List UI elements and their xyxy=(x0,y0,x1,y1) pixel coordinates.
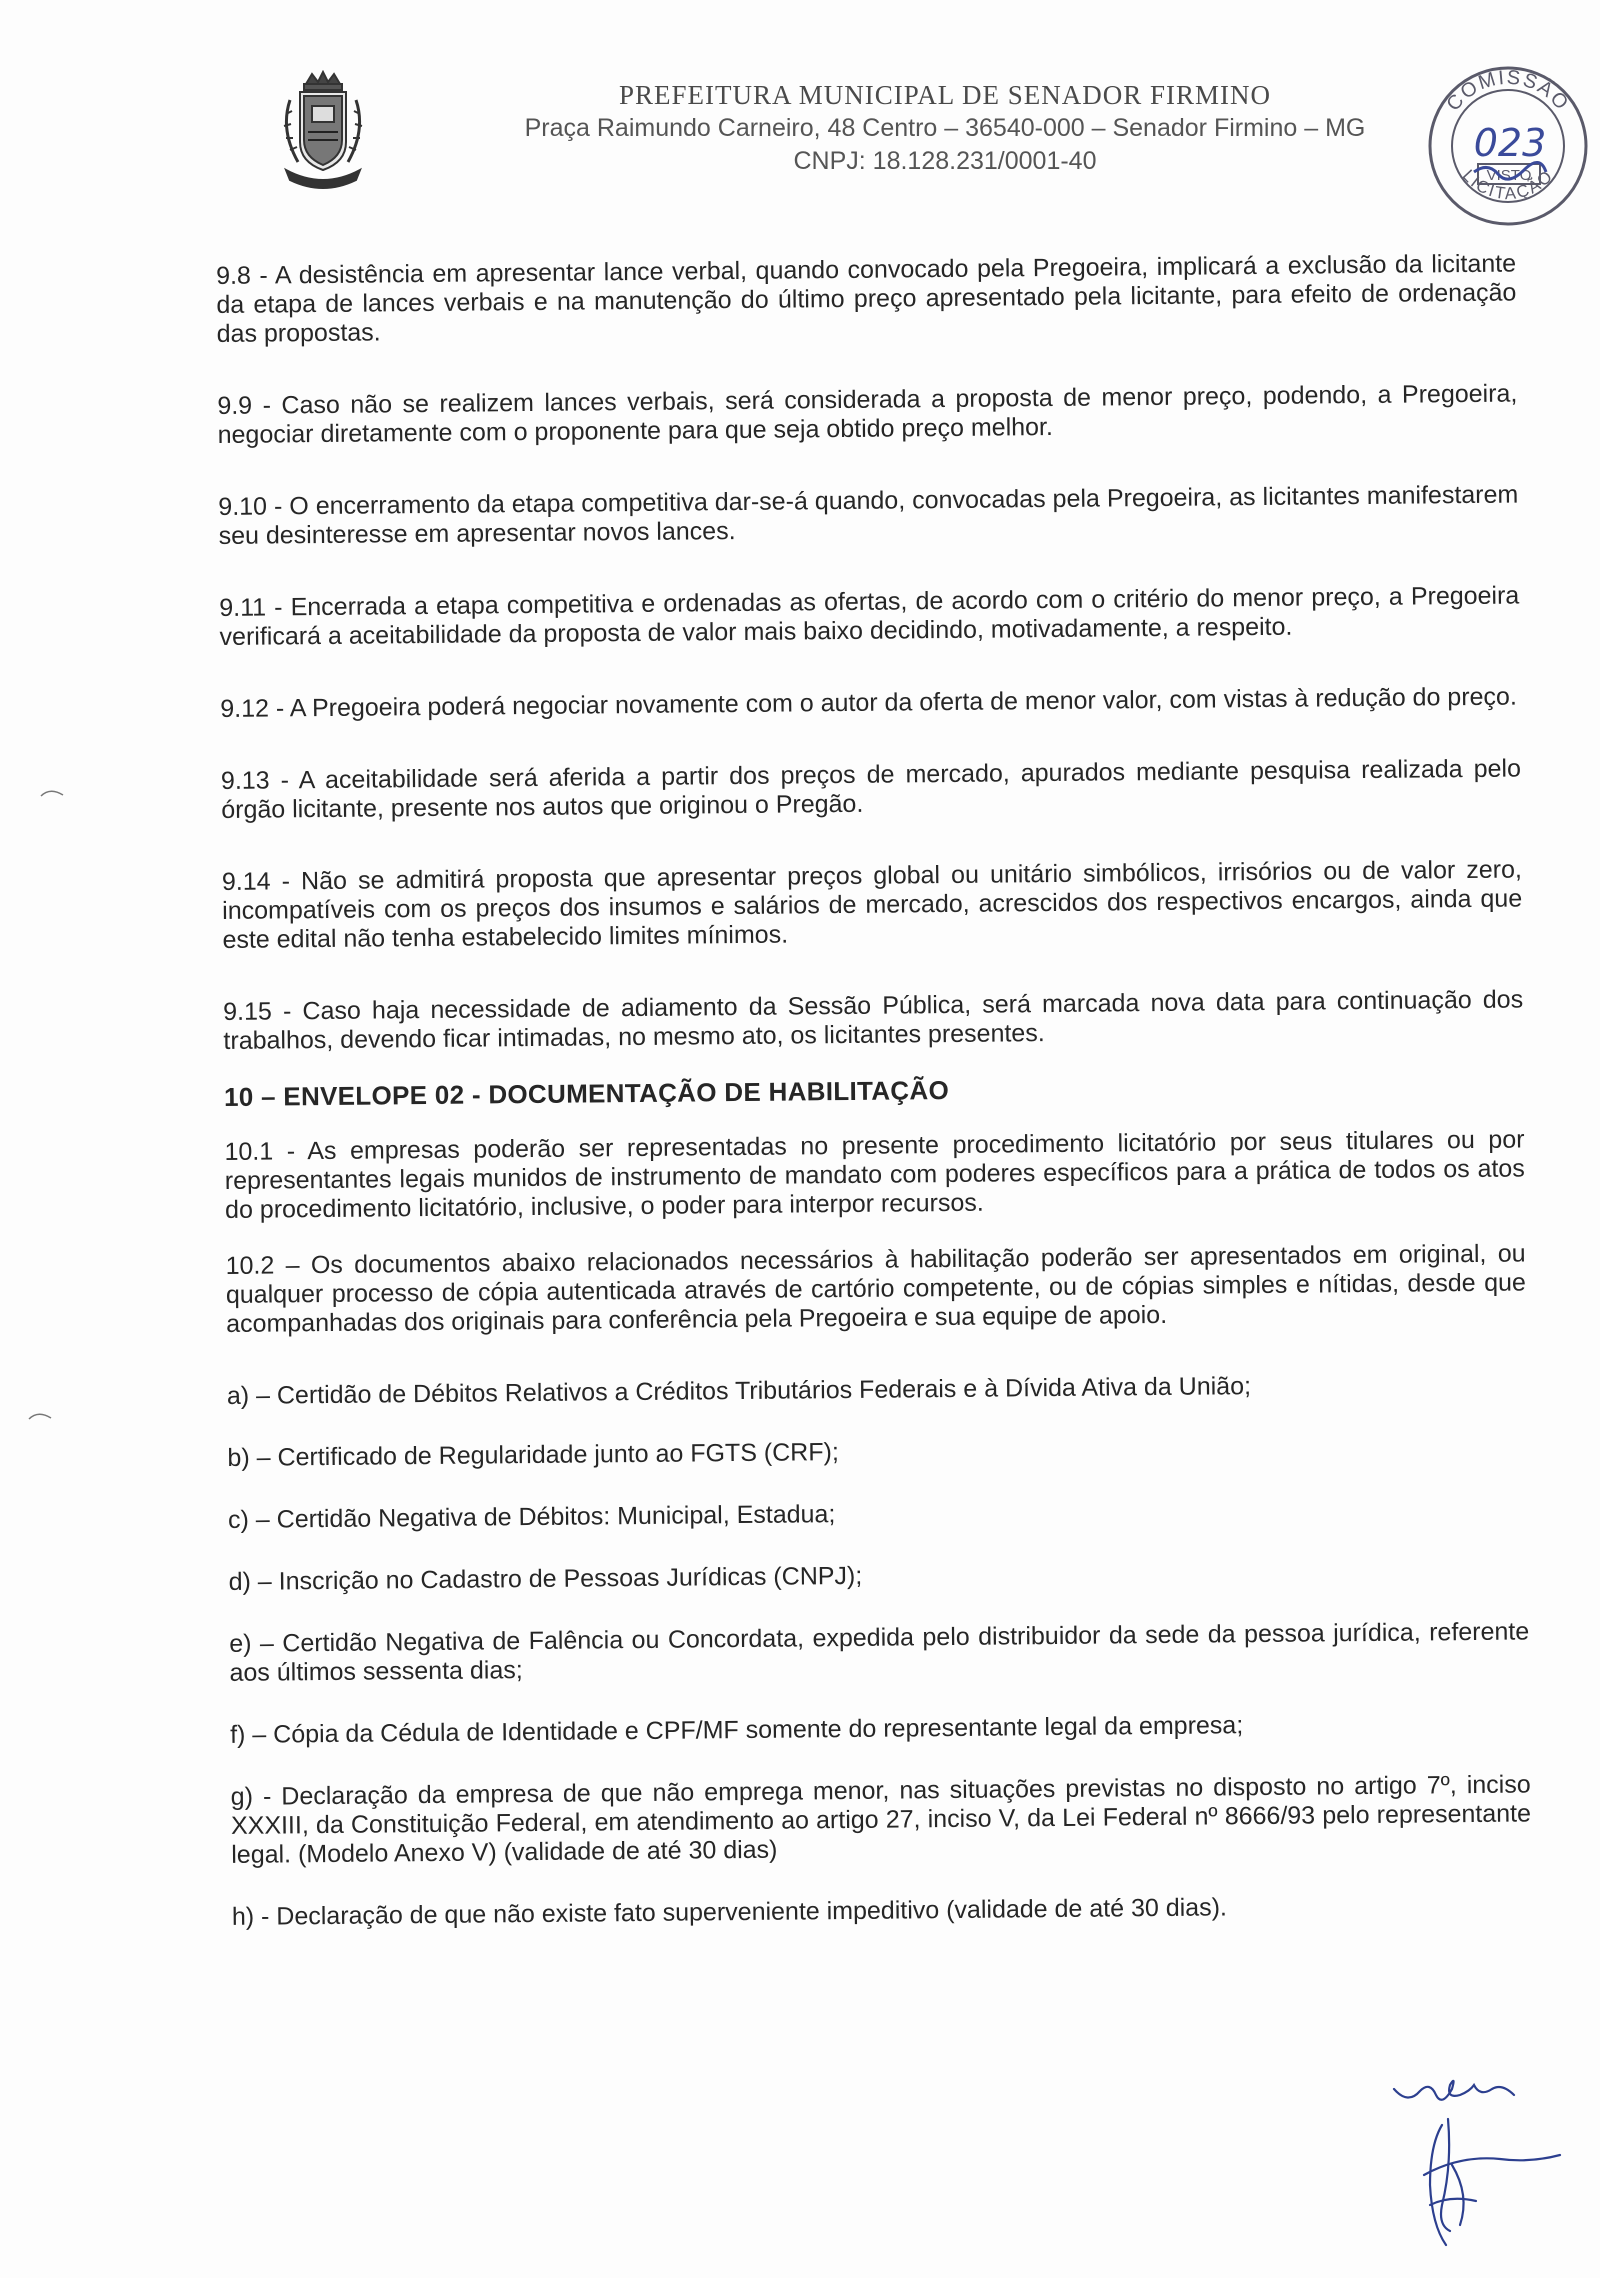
section-heading: 10 – ENVELOPE 02 - DOCUMENTAÇÃO DE HABILITAÇÃO xyxy=(223,1075,950,1112)
document-item-e: e) – Certidão Negativa de Falência ou Concordata, expedida pelo distribuidor da sede da pessoa jurídica, referente aos últimos sessenta dias; xyxy=(229,1617,1530,1687)
document-item-c: c) – Certidão Negativa de Débitos: Municipal, Estadua; xyxy=(227,1500,836,1534)
clause-10-1: 10.1 - As empresas poderão ser representadas no presente procedimento licitatório por seus titulares ou por representantes legais munidos de instrumento de mandato com poderes específicos para a prática de todos os atos do procedimento licitatório, inclusive, o poder para interpor recursos. xyxy=(224,1125,1525,1224)
document-item-f: f) – Cópia da Cédula de Identidade e CPF/MF somente do representante legal da empresa; xyxy=(230,1711,1244,1749)
document-body xyxy=(216,250,1532,1965)
document-item-g: g) - Declaração da empresa de que não emprega menor, nas situações previstas no disposto no artigo 7º, inciso XXXIII, da Constituição Federal, em atendimento ao artigo 27, inciso V, da Lei Federal nº 8666/93 pelo representante legal. (Modelo Anexo V) (validade de até 30 dias) xyxy=(230,1770,1532,1869)
letterhead xyxy=(470,78,1420,178)
clause-9-14: 9.14 - Não se admitirá proposta que apresentar preços global ou unitário simbólicos, irrisórios ou de valor zero, incompatíveis com os preços dos insumos e salários de mercado, acrescidos dos respectivos encargos, ainda que este edital não tenha estabelecido limites mínimos. xyxy=(221,855,1523,954)
svg-text:COMISSÃO xyxy=(1442,67,1573,116)
document-item-d: d) – Inscrição no Cadastro de Pessoas Jurídicas (CNPJ); xyxy=(228,1561,863,1596)
municipality-address: Praça Raimundo Carneiro, 48 Centro – 36540-000 – Senador Firmino – MG xyxy=(524,114,1366,142)
margin-mark-icon xyxy=(40,787,64,797)
document-item-a: a) – Certidão de Débitos Relativos a Créditos Tributários Federais e à Dívida Ativa da União; xyxy=(226,1372,1252,1410)
municipality-cnpj: CNPJ: 18.128.231/0001-40 xyxy=(793,147,1097,175)
stamp-visto-text: VISTO xyxy=(1486,167,1532,184)
commission-stamp-icon xyxy=(1418,56,1598,236)
stamp-number: 023 xyxy=(1473,121,1547,165)
signature-icon xyxy=(1390,2055,1590,2255)
municipality-title: PREFEITURA MUNICIPAL DE SENADOR FIRMINO xyxy=(618,80,1272,110)
stamp-top-text: COMISSÃO xyxy=(1442,66,1574,116)
clause-9-11: 9.11 - Encerrada a etapa competitiva e ordenadas as ofertas, de acordo com o critério do menor preço, a Pregoeira verificará a aceitabilidade da proposta de valor mais baixo decidindo, motivadamente, a respeito. xyxy=(219,581,1520,651)
stamp-bottom-text: LICITAÇÃO xyxy=(1458,165,1558,204)
clause-9-8: 9.8 - A desistência em apresentar lance verbal, quando convocado pela Pregoeira, implicará a exclusão da licitante da etapa de lances verbais e na manutenção do último preço apresentado pela licitante, para efeito de ordenação das propostas. xyxy=(216,249,1517,348)
clause-9-12: 9.12 - A Pregoeira poderá negociar novamente com o autor da oferta de menor valor, com vistas à redução do preço. xyxy=(220,682,1517,723)
coat-of-arms-icon xyxy=(268,70,378,190)
clause-9-15: 9.15 - Caso haja necessidade de adiamento da Sessão Pública, será marcada nova data para continuação dos trabalhos, devendo ficar intimadas, no mesmo ato, os licitantes presentes. xyxy=(223,985,1524,1055)
clause-10-2: 10.2 – Os documentos abaixo relacionados necessários à habilitação poderão ser apresentados em original, ou qualquer processo de cópia autenticada através de cartório competente, ou de cópias simples e nítidas, desde que acompanhadas dos originais para conferência pela Pregoeira e sua equipe de apoio. xyxy=(225,1239,1526,1338)
margin-mark-icon xyxy=(28,1410,52,1420)
clause-9-9: 9.9 - Caso não se realizem lances verbais, será considerada a proposta de menor preço, podendo, a Pregoeira, negociar diretamente com o proponente para que seja obtido preço melhor. xyxy=(217,379,1518,449)
document-item-h: h) - Declaração de que não existe fato superveniente impeditivo (validade de até 30 dias). xyxy=(231,1893,1228,1931)
clause-9-13: 9.13 - A aceitabilidade será aferida a partir dos preços de mercado, apurados mediante pesquisa realizada pelo órgão licitante, presente nos autos que originou o Pregão. xyxy=(220,754,1522,824)
document-item-b: b) – Certificado de Regularidade junto ao FGTS (CRF); xyxy=(227,1438,839,1472)
clause-9-10: 9.10 - O encerramento da etapa competitiva dar-se-á quando, convocadas pela Pregoeira, as licitantes manifestarem seu desinteresse em apresentar novos lances. xyxy=(218,480,1519,550)
